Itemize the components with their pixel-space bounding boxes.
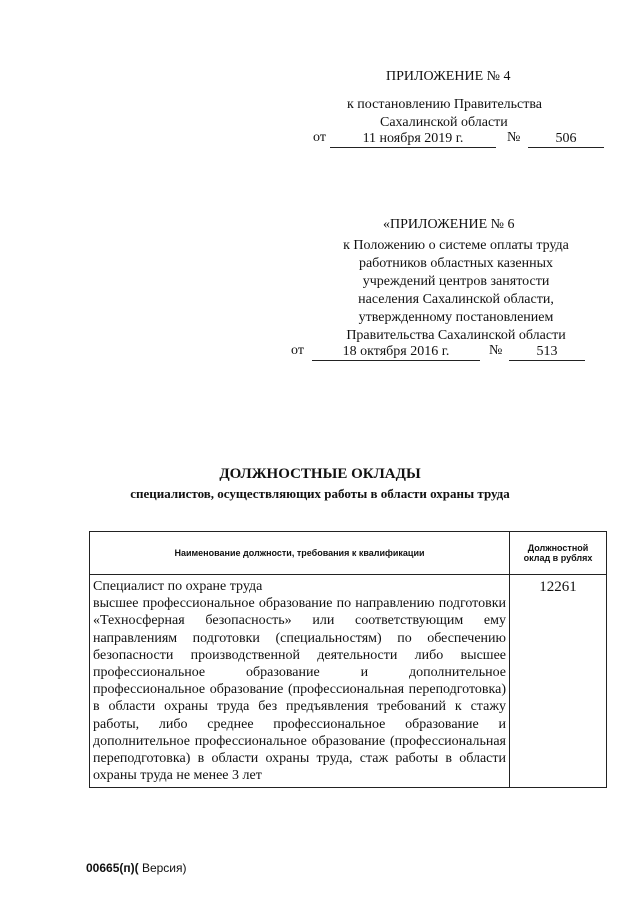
appendix6-line: работников областных казенных xyxy=(358,256,554,271)
appendix6-line: к Положению о системе оплаты труда xyxy=(343,238,569,253)
appendix4-title: ПРИЛОЖЕНИЕ № 4 xyxy=(386,69,511,84)
appendix4-line1: к постановлению Правительства xyxy=(347,97,543,112)
appendix4-number: 506 xyxy=(528,131,604,148)
requirements-text: высшее профессиональное образование по направлению подготовки «Техносферная безопасность» или соответствующим ему направлениям подготовки (специальностям) по обеспечению безопасности производственной деятельности либо высшее профессиональное образование и дополнительное профессиональное образование (профессиональная переподготовка) в области охраны труда без предъявления требований к стажу работы, либо среднее профессиональное образование и дополнительное профессиональное образование (профессиональная переподготовка) в области охраны труда, стаж работы в области охраны труда не менее 3 лет xyxy=(93,596,506,784)
appendix6-from-label: от xyxy=(291,343,304,358)
appendix6-number: 513 xyxy=(509,344,585,361)
salary-table xyxy=(89,531,607,788)
appendix6-line: утвержденному постановлением xyxy=(358,310,554,325)
appendix4-line2: Сахалинской области xyxy=(380,115,508,130)
document-version: Версия) xyxy=(138,861,187,875)
column-header-salary-line1: Должностной xyxy=(527,543,589,553)
document-subtitle: специалистов, осуществляющих работы в области охраны труда xyxy=(130,486,510,501)
appendix6-line: учреждений центров занятости xyxy=(362,274,550,289)
column-header-salary-line2: оклад в рублях xyxy=(523,553,593,563)
appendix6-line: Правительства Сахалинской области xyxy=(346,328,566,343)
column-header-position: Наименование должности, требования к квалификации xyxy=(90,532,510,575)
appendix4-from-label: от xyxy=(313,130,326,145)
appendix4-date: 11 ноября 2019 г. xyxy=(330,131,496,148)
appendix6-date: 18 октября 2016 г. xyxy=(312,344,480,361)
appendix6-line: населения Сахалинской области, xyxy=(358,292,554,307)
table-row xyxy=(90,575,607,788)
column-header-salary xyxy=(510,532,607,575)
appendix6-number-label: № xyxy=(489,343,503,358)
position-requirements xyxy=(90,575,509,787)
document-code xyxy=(86,861,187,875)
position-name: Специалист по охране труда xyxy=(93,579,263,594)
appendix6-title: «ПРИЛОЖЕНИЕ № 6 xyxy=(383,217,515,232)
document-title: ДОЛЖНОСТНЫЕ ОКЛАДЫ xyxy=(219,466,421,482)
document-code-number: 00665(п)( xyxy=(86,861,139,875)
salary-cell xyxy=(510,575,607,788)
appendix6-lines xyxy=(318,237,594,345)
position-cell xyxy=(90,575,510,788)
salary-value: 12261 xyxy=(539,579,577,595)
appendix4-number-label: № xyxy=(507,130,521,145)
table-header-row xyxy=(90,532,607,575)
